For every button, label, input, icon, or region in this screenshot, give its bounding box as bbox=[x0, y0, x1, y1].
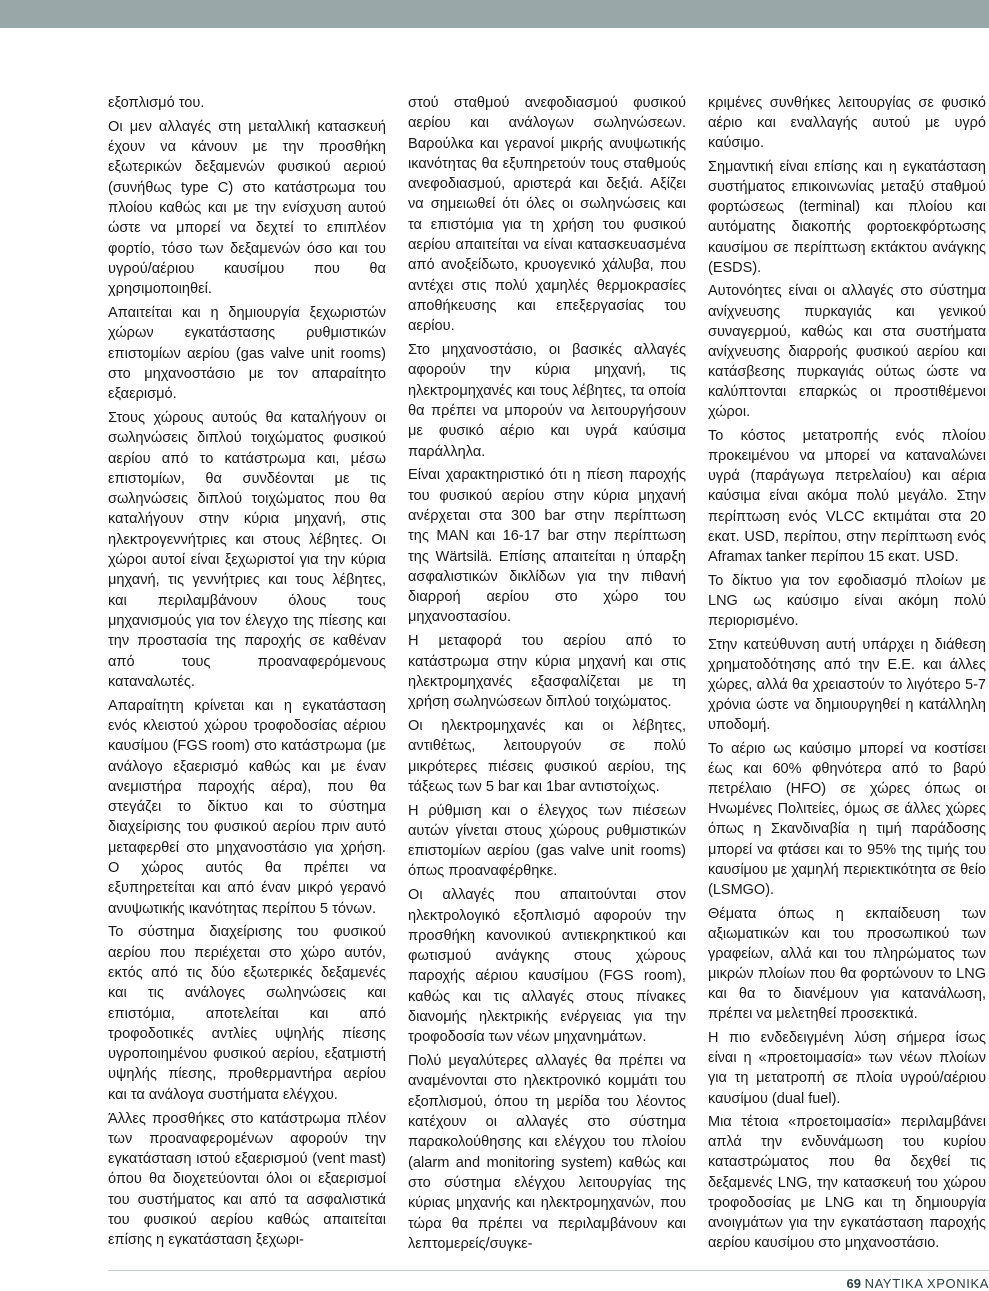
article-column-3 bbox=[708, 93, 986, 1257]
paragraph: Οι μεν αλλαγές στη μεταλλική κατασκευή έχουν να κάνουν με την προσθήκη εξωτερικών δεξαμενών φυσικού αεριού (συνήθως type C) στο κατάστρωμα του πλοίου καθώς και με την ενίσχυση αυτού ώστε να μπορεί να δεχτεί το επιπλέον φορτίο, τόσο των δεξαμενών όσο και του υγρού/αέριου καυσίμου που θα χρησιμοποιηθεί. bbox=[108, 118, 386, 298]
page-number: 69 bbox=[846, 1276, 862, 1291]
article-column-1 bbox=[108, 93, 386, 1254]
header-band bbox=[0, 0, 989, 28]
paragraph: Η πιο ενδεδειγμένη λύση σήμερα ίσως είναι η «προετοιμασία» των νέων πλοίων για τη μετατροπή σε πλοία υγρού/αέριου καυσίμου (dual fuel). bbox=[708, 1030, 986, 1107]
page-footer bbox=[847, 1276, 989, 1291]
paragraph: Το σύστημα διαχείρισης του φυσικού αερίου που περιέχεται στο χώρο αυτόν, εκτός από τις δύο εξωτερικές δεξαμενές και τις ανάλογες σωληνώσεις και επιστόμια, αποτελείται και από τροφοδοτικές αντλίες υψηλής πίεσης υγροποιημένου φυσικού αερίου, εξατμιστή υψηλής πίεσης, προθερμαντήρα αερίου και τα ανάλογα συστήματα ελέγχου. bbox=[108, 924, 386, 1103]
paragraph: Πολύ μεγαλύτερες αλλαγές θα πρέπει να αναμένονται στο ηλεκτρονικό κομμάτι του εξοπλισμού, όπου τη μερίδα του λέοντος κατέχουν οι αλλαγές στο σύστημα παρακολούθησης και ελέγχου του πλοίου (alarm and monitoring system) καθώς και στο σύστημα ελέγχου λειτουργίας της κύριας μηχανής και ηλεκτρομηχανών, που τώρα θα πρέπει να περιλαμβάνουν και λεπτομερείς/συγκε- bbox=[408, 1053, 686, 1252]
paragraph: Το κόστος μετατροπής ενός πλοίου προκειμένου να μπορεί να καταναλώνει υγρά (παράγωγα πετρελαίου) και αέρια καύσιμα είναι ακόμα πολύ μεγάλο. Στην περίπτωση ενός VLCC εκτιμάται στα 20 εκατ. USD, περίπου, στην περίπτωση ενός Aframax tanker περίπου 15 εκατ. USD. bbox=[708, 428, 986, 565]
paragraph: Το δίκτυο για τον εφοδιασμό πλοίων με LNG ως καύσιμο είναι ακόμη πολύ περιορισμένο. bbox=[708, 572, 986, 629]
paragraph: εξοπλισμό του. bbox=[108, 95, 205, 111]
paragraph: Απαιτείται και η δημιουργία ξεχωριστών χώρων εγκατάστασης ρυθμιστικών επιστομίων αερίου (gas valve unit rooms) στο μηχανοστάσιο με τον απαραίτητο εξαερισμό. bbox=[108, 304, 386, 403]
magazine-name: ΝΑΥΤΙΚΑ ΧΡΟΝΙΚΑ bbox=[864, 1276, 989, 1291]
paragraph: Θέματα όπως η εκπαίδευση των αξιωματικών και του προσωπικού των γραφείων, αλλά και του πληρώματος των μικρών πλοίων που θα φορτώνουν το LNG και θα το διανέμουν για κατανάλωση, πρέπει να μελετηθεί προσεκτικά. bbox=[708, 905, 986, 1023]
paragraph: Στους χώρους αυτούς θα καταλήγουν οι σωληνώσεις διπλού τοιχώματος φυσικού αερίου από το κατάστρωμα και, μέσω επιστομίων, θα συνδέονται με τις σωληνώσεις διπλού τοιχώματος που θα καταλήγουν στην κύρια μηχανή, στις ηλεκτρογεννήτριες και στους λέβητες. Οι χώροι αυτοί είναι ξεχωριστοί για την κύρια μηχανή, τις γεννήτριες και τους λέβητες, και περιλαμβάνουν όλους τους μηχανισμούς για τον έλεγχο της πίεσης και την προστασία της παροχής σε καθέναν από τους προαναφερόμενους καταναλωτές. bbox=[108, 409, 386, 690]
article-column-2 bbox=[408, 93, 686, 1258]
paragraph: Είναι χαρακτηριστικό ότι η πίεση παροχής του φυσικού αερίου στην κύρια μηχανή ανέρχεται στα 300 bar στην περίπτωση της MAN και 16-17 bar στην περίπτωση της Wärtsilä. Επίσης απαιτείται η ύπαρξη ασφαλιστικών δικλίδων για την πιθανή διαρροή αερίου στο χώρο του μηχανοστασίου. bbox=[408, 467, 686, 626]
paragraph: στού σταθμού ανεφοδιασμού φυσικού αερίου και ανάλογων σωληνώσεων. Βαρούλκα και γερανοί μικρής ανυψωτικής ικανότητας θα εξυπηρετούν τους σταθμούς ανεφοδιασμού, αριστερά και δεξιά. Αξίζει να σημειωθεί ότι όλες οι σωληνώσεις και τα επιστόμια για τη χρήση του φυσικού αερίου απαιτείται να είναι κατασκευασμένα από ανοξείδωτο, κρυογενικό χάλυβα, που αντέχει στις πολύ χαμηλές θερμοκρασίες αποθήκευσης και επεξεργασίας του αερίου. bbox=[408, 95, 686, 335]
paragraph: Απαραίτητη κρίνεται και η εγκατάσταση ενός κλειστού χώρου τροφοδοσίας αέριου καυσίμου (FGS room) στο κατάστρωμα (με ανάλογο εξαερισμό καθώς και με έναν ανεμιστήρα παροχής αέρα), που θα στεγάζει το δίκτυο και το σύστημα διαχείρισης του φυσικού αερίου πριν αυτό μεταφερθεί στο μηχανοστάσιο για χρήση. Ο χώρος αυτός θα πρέπει να εξυπηρετείται και από έναν μικρό γερανό ανυψωτικής ικανότητας περίπου 5 τόνων. bbox=[108, 697, 386, 917]
paragraph: κριμένες συνθήκες λειτουργίας σε φυσικό αέριο και εναλλαγής αυτού με υγρό καύσιμο. bbox=[708, 95, 986, 152]
paragraph: Η μεταφορά του αερίου από το κατάστρωμα στην κύρια μηχανή και στις ηλεκτρομηχανές εξασφαλίζεται με τη χρήση σωληνώσεων διπλού τοιχώματος. bbox=[408, 633, 686, 711]
paragraph: Στην κατεύθυνση αυτή υπάρχει η διάθεση χρηματοδότησης από την Ε.Ε. και άλλες χώρες, αλλά θα χρειαστούν το λιγότερο 5-7 χρόνια ώστε να δημιουργηθεί η κατάλληλη υποδομή. bbox=[708, 636, 986, 734]
paragraph: Μια τέτοια «προετοιμασία» περιλαμβάνει απλά την ενδυνάμωση του κυρίου καταστρώματος που θα δεχθεί τις δεξαμενές LNG, την κατασκευή του χώρου τροφοδοσίας με LNG και τη δημιουργία ανοιγμάτων για την εγκατάσταση παροχής αερίου καυσίμου στο μηχανοστάσιο. bbox=[708, 1114, 986, 1252]
paragraph: Αυτονόητες είναι οι αλλαγές στο σύστημα ανίχνευσης πυρκαγιάς και γενικού συναγερμού, καθώς και στα συστήματα ανίχνευσης διαρροής φυσικού αερίου και κατάσβεσης πυρκαγιάς ούτως ώστε να καλύπτονται επαρκώς οι προστιθέμενοι χώροι. bbox=[708, 283, 986, 421]
paragraph: Στο μηχανοστάσιο, οι βασικές αλλαγές αφορούν την κύρια μηχανή, τις ηλεκτρομηχανές και τους λέβητες, τα οποία θα πρέπει να μπορούν να λειτουργήσουν με φυσικό αέριο και υγρά καύσιμα παράλληλα. bbox=[408, 342, 686, 460]
paragraph: Σημαντική είναι επίσης και η εγκατάσταση συστήματος επικοινωνίας μεταξύ σταθμού φορτώσεως (terminal) και πλοίου και αυτόματης διακοπής φορτοεκφόρτωσης καυσίμου σε περίπτωση εκτάκτου ανάγκης (ESDS). bbox=[708, 158, 986, 276]
paragraph: Το αέριο ως καύσιμο μπορεί να κοστίσει έως και 60% φθηνότερα από το βαρύ πετρέλαιο (HFO) σε χώρες όπως οι Ηνωμένες Πολιτείες, όμως σε άλλες χώρες όπως η Σκανδιναβία η τιμή παράδοσης μπορεί να φτάσει και το 95% της τιμής του καυσίμου με χαμηλή περιεκτικότητα σε θείο (LSMGO). bbox=[708, 740, 986, 898]
paragraph: Οι αλλαγές που απαιτούνται στον ηλεκτρολογικό εξοπλισμό αφορούν την προσθήκη κανονικού αντιεκρηκτικού και φωτισμού ανάγκης στους χώρους παροχής αέριου καυσίμου (FGS room), καθώς και τις αλλαγές στους πίνακες διανομής ηλεκτρικής ενέργειας για την τροφοδοσία των νέων μηχανημάτων. bbox=[408, 887, 686, 1046]
paragraph: Οι ηλεκτρομηχανές και οι λέβητες, αντιθέτως, λειτουργούν σε πολύ μικρότερες πιέσεις φυσικού αερίου, της τάξεως των 5 bar και 1bar αντιστοίχως. bbox=[408, 717, 686, 795]
paragraph: Η ρύθμιση και ο έλεγχος των πιέσεων αυτών γίνεται στους χώρους ρυθμιστικών επιστομίων αερίου (gas valve unit rooms) όπως προαναφέρθηκε. bbox=[408, 802, 686, 880]
paragraph: Άλλες προσθήκες στο κατάστρωμα πλέον των προαναφερομένων αφορούν την εγκατάσταση ιστού εξαερισμού (vent mast) όπου θα διοχετεύονται όλοι οι εξαερισμοί του συστήματος και από τα ασφαλιστικά του φυσικού αερίου καθώς απαιτείται επίσης η εγκατάσταση ξεχωρι- bbox=[108, 1110, 386, 1249]
footer-divider bbox=[108, 1270, 989, 1271]
